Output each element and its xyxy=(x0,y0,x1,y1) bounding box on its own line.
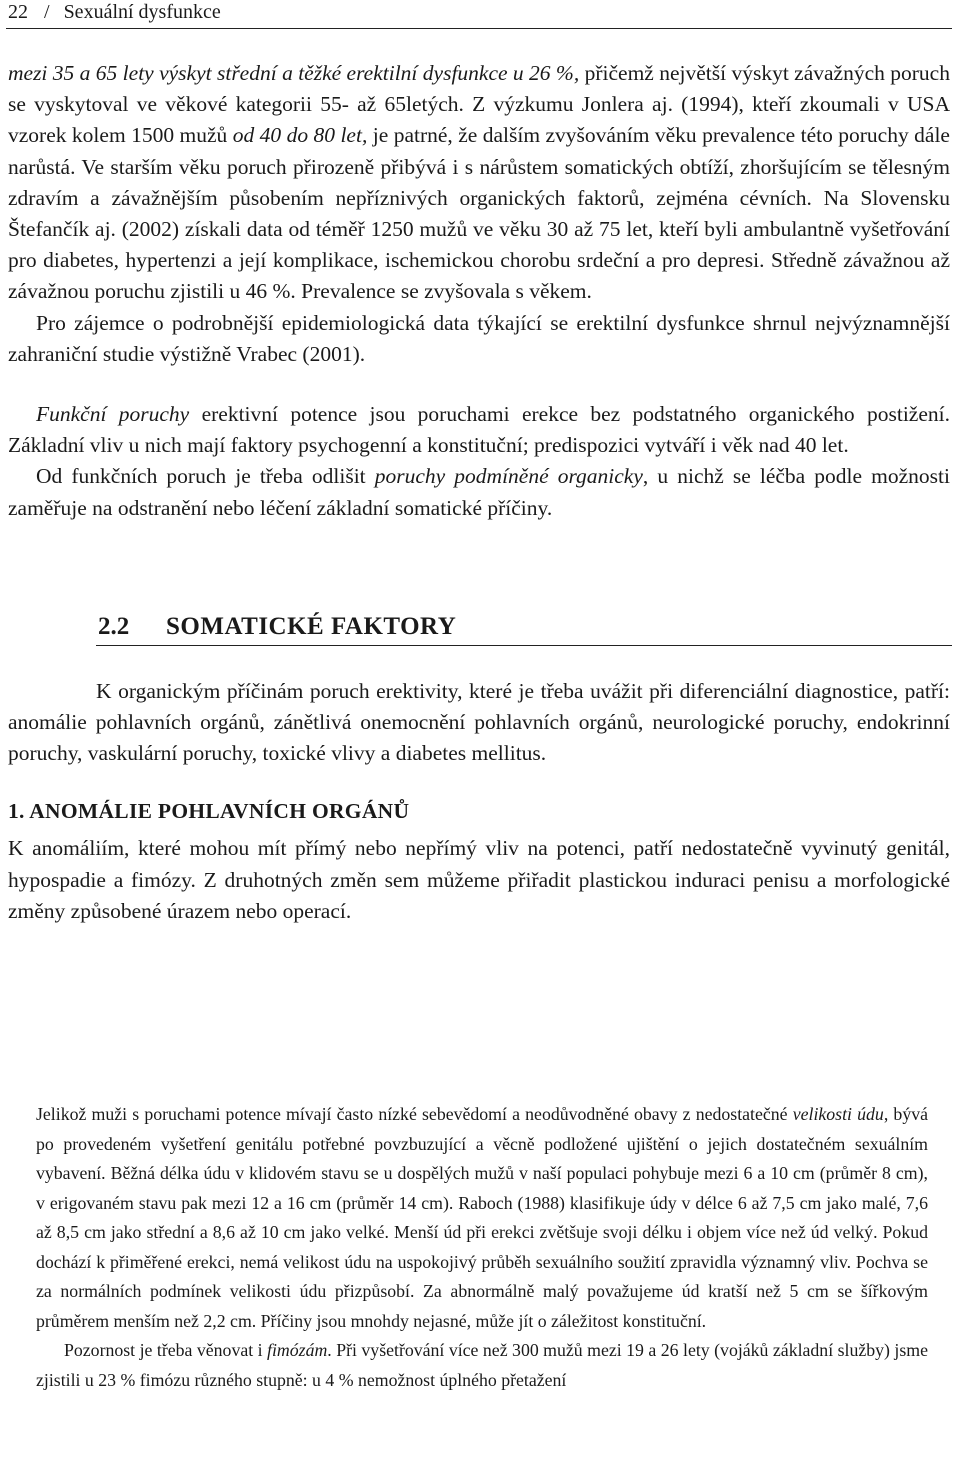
text-run: Pozornost je třeba věnovat i xyxy=(64,1340,268,1360)
italic-phrase: fimózám xyxy=(267,1340,328,1360)
note-paragraph-penis-size xyxy=(36,1100,928,1336)
header-separator: / xyxy=(44,1,50,23)
italic-phrase: od 40 do 80 let, xyxy=(232,123,368,148)
small-print-box xyxy=(36,1100,928,1395)
page-number: 22 xyxy=(8,1,28,23)
italic-phrase: velikosti údu xyxy=(792,1104,884,1124)
note-paragraph-phimosis xyxy=(36,1336,928,1395)
text-run: Jelikož muži s poruchami potence mívají často nízké sebevědomí a neodůvodněné obavy z nedostatečné xyxy=(36,1104,793,1124)
text-run: je patrné, že dalším zvyšováním věku prevalence této poruchy dále narůstá. Ve starším věku poruch přirozeně přibývá i s nárůstem somatických obtíží, zhoršujícím se tělesným zdravím a závažnějším působením nepříznivých organických faktorů, zejména cévních. Na Slovensku Štefančík aj. (2002) získali data od téměř 1250 mužů ve věku 30 až 75 let, kteří byli ambulantně vyšetřování pro diabetes, hypertenzi a její komplikace, ischemickou chorobu srdeční a pro depresi. Středně závažnou až závažnou poruchu zjistili u 46 %. Prevalence se zvyšovala s věkem. xyxy=(8,123,950,304)
section-rule xyxy=(96,645,952,646)
text-run: Od funkčních poruch je třeba odlišit xyxy=(36,464,375,489)
text-run: , u nichž se léčba podle možnosti zaměřuje na odstranění nebo léčení základní somatické příčiny. xyxy=(8,464,950,520)
paragraph-functional-disorders xyxy=(8,399,950,461)
chapter-title: Sexuální dysfunkce xyxy=(63,1,221,23)
paragraph-organic-causes: K organickým příčinám poruch erektivity, které je třeba uvážit při diferenciální diagnostice, patří: anomálie pohlavních orgánů, zánětlivá onemocnění pohlavních orgánů, neurologické poruchy, endokrinní poruchy, vaskulární poruchy, toxické vlivy a diabetes mellitus. xyxy=(8,678,950,766)
paragraph-anomalies: K anomáliím, které mohou mít přímý nebo nepřímý vliv na potenci, patří nedostatečně vyvinutý genitál, hypospadie a fimózy. Z druhotných změn sem můžeme přiřadit plastickou induraci penisu a morfologické změny způsobené úrazem nebo operací. xyxy=(8,836,950,923)
main-text xyxy=(8,58,950,927)
header-rule xyxy=(6,28,952,29)
section-title: SOMATICKÉ FAKTORY xyxy=(166,612,457,640)
section-number: 2.2 xyxy=(98,612,130,640)
italic-phrase: Funkční poruchy xyxy=(36,402,190,427)
italic-phrase: mezi 35 a 65 lety výskyt střední a těžké erektilní dysfunkce u 26 %, xyxy=(8,61,580,85)
text-run: , bývá po provedeném vyšetření genitálu potřebné povzbuzující a věcně podložené ujištění o jejich dostatečném sexuálním vybavení. Běžná délka údu v klidovém stavu se u dospělých mužů v naší populaci pohybuje mezi 6 a 10 cm (průměr 8 cm), v erigovaném stavu pak mezi 12 a 16 cm (průměr 14 cm). Raboch (1988) klasifikuje údy v délce 6 až 7,5 cm jako malé, 7,6 až 8,5 cm jako střední a 8,6 až 10 cm jako velké. Menší úd při erekci zvětšuje svoji délku i objem více než úd velký. Pokud dochází k přiměřené erekci, nemá velikost údu na uspokojivý průběh sexuálního soužití zpravidla významný vliv. Pochva se za normálních podmínek velikosti údu přizpůsobí. Za abnormálně malý považujeme úd kratší než 5 cm se šířkovým průměrem menším než 2,2 cm. Příčiny jsou mnohdy nejasné, může jít o záležitost konstituční. xyxy=(36,1104,928,1331)
text-run: erektivní potence jsou poruchami erekce bez podstatného organického postižení. Základní vliv u nich mají faktory psychogenní a konstituční; predispozici vytváří i věk nad 40 let. xyxy=(8,402,950,458)
paragraph-prevalence xyxy=(8,58,950,308)
subsection-heading: 1. ANOMÁLIE POHLAVNÍCH ORGÁNŮ xyxy=(8,799,410,824)
paragraph-epidemiology-reference: Pro zájemce o podrobnější epidemiologická data týkající se erektilní dysfunkce shrnul nejvýznamnější zahraniční studie výstižně Vrabec (2001). xyxy=(8,310,950,366)
italic-phrase: poruchy podmíněné organicky xyxy=(374,464,643,489)
running-header xyxy=(8,0,952,26)
section-heading xyxy=(8,608,950,656)
paragraph-organic-disorders xyxy=(8,461,950,523)
text-run: . Při vyšetřování více než 300 mužů mezi 19 a 26 lety (vojáků základní služby) jsme zjistili u 23 % fimózu různého stupně: u 4 % nemožnost úplného přetažení xyxy=(36,1340,928,1390)
paragraph-gap xyxy=(8,370,950,399)
text-run: přičemž největší výskyt závažných poruch se vyskytoval ve věkové kategorii 55- až 65letých. Z výzkumu Jonlera aj. (1994), kteří zkoumali v USA vzorek kolem 1500 mužů xyxy=(8,61,950,148)
